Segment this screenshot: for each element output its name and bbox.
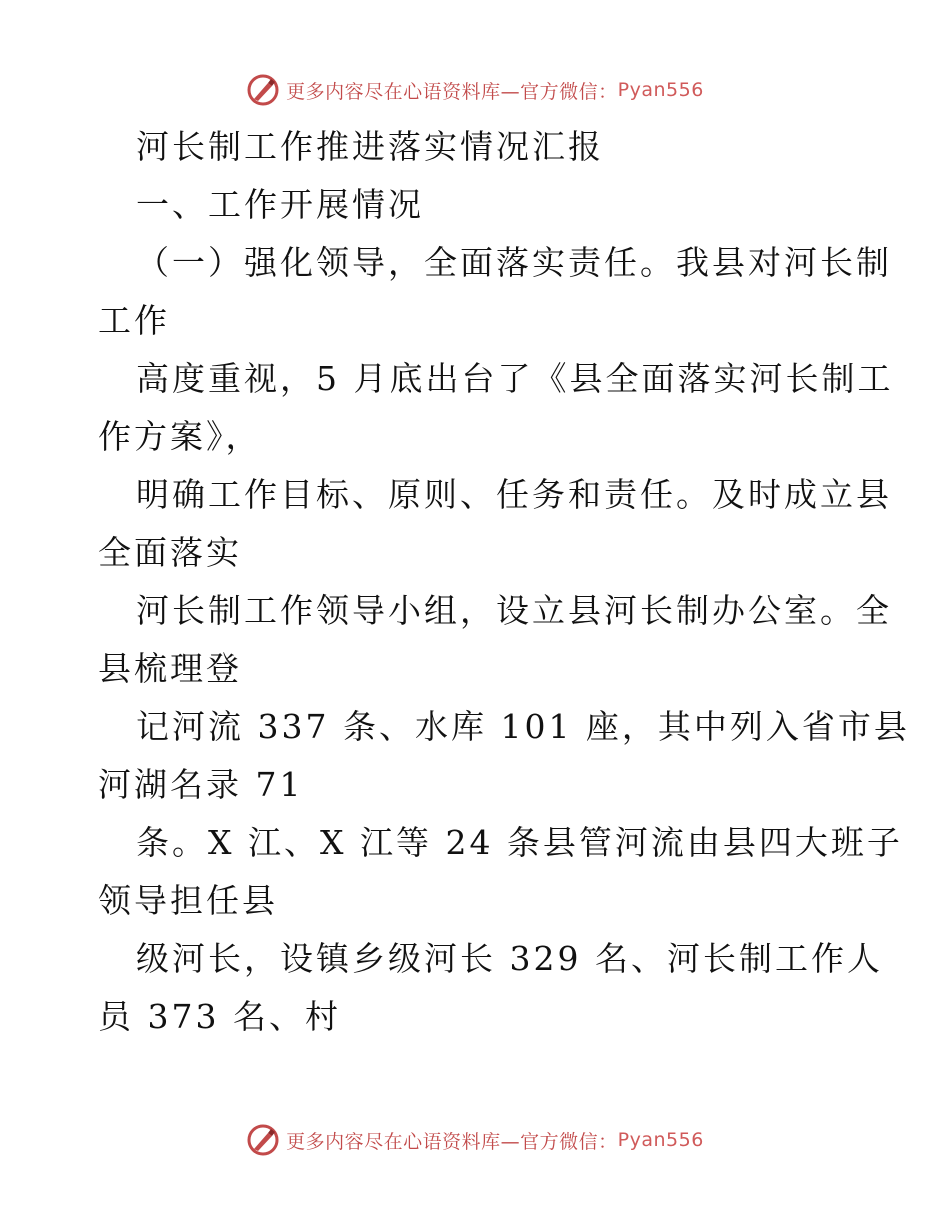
paragraph-line: 级河长，设镇乡级河长 329 名、河长制工作人 xyxy=(136,939,883,978)
paragraph-line: 员 373 名、村 xyxy=(98,997,341,1036)
paragraph-line: 县梳理登 xyxy=(98,649,242,688)
paragraph-line: 明确工作目标、原则、任务和责任。及时成立县 xyxy=(136,475,892,514)
paragraph-line: 全面落实 xyxy=(98,533,242,572)
paragraph-line: 高度重视，5 月底出台了《县全面落实河长制工 xyxy=(136,359,894,398)
document-title: 河长制工作推进落实情况汇报 xyxy=(136,127,604,166)
pen-logo-icon xyxy=(246,1123,280,1157)
paragraph-line: 记河流 337 条、水库 101 座，其中列入省市县 xyxy=(136,707,910,746)
paragraph-line: 河湖名录 71 xyxy=(98,765,304,804)
paragraph-line: 河长制工作领导小组，设立县河长制办公室。全 xyxy=(136,591,892,630)
document-body xyxy=(98,118,910,1046)
paragraph-line: 作方案》， xyxy=(98,417,262,456)
footer-watermark xyxy=(0,1120,950,1160)
paragraph-line: 条。X 江、X 江等 24 条县管河流由县四大班子 xyxy=(136,823,903,862)
header-watermark xyxy=(0,70,950,110)
pen-logo-icon xyxy=(246,73,280,107)
paragraph-line: 工作 xyxy=(98,301,170,340)
watermark-text: 更多内容尽在心语资料库—官方微信： xyxy=(286,1130,618,1153)
watermark-wechat-id: Pyan556 xyxy=(617,1129,704,1151)
paragraph-line: 领导担任县 xyxy=(98,881,278,920)
paragraph-line: （一）强化领导，全面落实责任。我县对河长制 xyxy=(136,243,892,282)
section-heading: 一、工作开展情况 xyxy=(136,185,424,224)
watermark-text: 更多内容尽在心语资料库—官方微信： xyxy=(286,80,618,103)
watermark-wechat-id: Pyan556 xyxy=(617,79,704,101)
